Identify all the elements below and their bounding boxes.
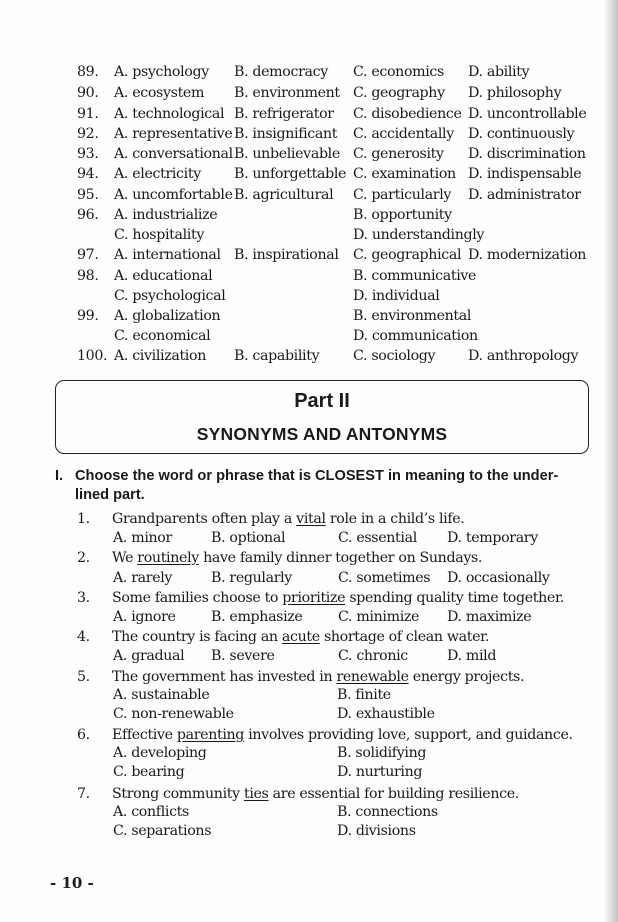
option-d: D. exhaustible xyxy=(337,706,435,722)
option-a: A. technological xyxy=(114,106,225,122)
option-a: A. international xyxy=(114,247,221,263)
option-b: B. environment xyxy=(234,85,340,101)
option-d: D. individual xyxy=(353,288,440,304)
question-number: 4. xyxy=(77,629,90,645)
option-b: B. unbelievable xyxy=(234,146,340,162)
question-5-stem xyxy=(77,667,602,687)
option-c: C. disobedience xyxy=(353,106,462,122)
option-c: C. non-renewable xyxy=(113,706,234,722)
option-d: D. divisions xyxy=(337,823,416,839)
question-text xyxy=(112,588,564,608)
option-c: C. examination xyxy=(353,166,456,182)
question-7-stem xyxy=(77,784,602,804)
option-a: A. conflicts xyxy=(113,804,189,820)
item-number: 93. xyxy=(77,146,99,162)
underlined-word: routinely xyxy=(137,550,199,566)
question-2-options xyxy=(77,568,602,588)
instruction-text: Choose the word or phrase that is CLOSEST in meaning to the under- lined part. xyxy=(75,468,559,503)
option-b: B. refrigerator xyxy=(234,106,334,122)
option-a: A. rarely xyxy=(113,570,173,586)
page-edge-shadow xyxy=(604,0,618,922)
part-title: Part II xyxy=(294,390,350,412)
vocab-item-91 xyxy=(77,104,597,124)
item-number: 99. xyxy=(77,308,99,324)
option-c: C. separations xyxy=(113,823,212,839)
option-c: C. generosity xyxy=(353,146,444,162)
underlined-word: parenting xyxy=(176,727,245,743)
option-b: B. regularly xyxy=(211,570,292,586)
option-b: B. insignificant xyxy=(234,126,338,142)
vocab-item-97 xyxy=(77,245,597,265)
option-a: A. gradual xyxy=(113,648,185,664)
option-a: A. developing xyxy=(113,745,207,761)
option-c: C. sociology xyxy=(353,348,436,364)
option-d: D. understandingly xyxy=(353,227,485,243)
option-d: D. administrator xyxy=(468,187,581,203)
vocab-item-96-line2 xyxy=(77,225,597,245)
option-c: C. geographical xyxy=(353,247,462,263)
option-d: D. occasionally xyxy=(447,570,550,586)
item-number: 89. xyxy=(77,64,99,80)
item-number: 92. xyxy=(77,126,99,142)
option-d: D. modernization xyxy=(468,247,587,263)
question-2-stem xyxy=(77,548,602,568)
question-6-stem xyxy=(77,725,602,745)
question-5-options-line2 xyxy=(77,704,602,724)
option-a: A. ignore xyxy=(113,609,176,625)
question-text xyxy=(112,548,482,568)
option-a: A. uncomfortable xyxy=(114,187,233,203)
option-a: A. conversational xyxy=(114,146,233,162)
option-a: A. industrialize xyxy=(114,207,218,223)
underlined-word: acute xyxy=(281,629,320,645)
stem-after: energy projects. xyxy=(408,669,525,685)
option-c: C. economics xyxy=(353,64,444,80)
underlined-word: prioritize xyxy=(282,590,346,606)
option-a: A. sustainable xyxy=(113,687,210,703)
question-number: 3. xyxy=(77,590,90,606)
question-number: 6. xyxy=(77,727,90,743)
option-c: C. economical xyxy=(114,328,211,344)
question-text xyxy=(112,784,519,804)
option-b: B. solidifying xyxy=(337,745,427,761)
option-b: B. agricultural xyxy=(234,187,334,203)
stem-after: involves providing love, support, and guidance. xyxy=(244,727,573,743)
option-b: B. emphasize xyxy=(211,609,303,625)
vocab-item-93 xyxy=(77,144,597,164)
stem-after: shortage of clean water. xyxy=(319,629,490,645)
stem-before: Strong community xyxy=(112,786,244,802)
section-roman-numeral: I. xyxy=(55,468,64,484)
option-d: D. indispensable xyxy=(468,166,582,182)
question-text xyxy=(112,509,464,529)
option-d: D. philosophy xyxy=(468,85,562,101)
option-a: A. minor xyxy=(113,530,172,546)
question-1-stem xyxy=(77,509,602,529)
option-b: B. optional xyxy=(211,530,286,546)
question-1-options xyxy=(77,528,602,548)
option-d: D. anthropology xyxy=(468,348,579,364)
option-b: B. finite xyxy=(337,687,391,703)
underlined-word: vital xyxy=(296,511,326,527)
option-b: B. opportunity xyxy=(353,207,452,223)
vocab-item-96 xyxy=(77,205,597,225)
stem-before: The government has invested in xyxy=(112,669,337,685)
question-4-options xyxy=(77,646,602,666)
stem-after: have family dinner together on Sundays. xyxy=(198,550,483,566)
option-d: D. communication xyxy=(353,328,478,344)
stem-before: Some families choose to xyxy=(112,590,283,606)
option-c: C. minimize xyxy=(338,609,420,625)
vocab-item-89 xyxy=(77,62,597,82)
option-a: A. educational xyxy=(114,268,213,284)
stem-before: Grandparents often play a xyxy=(112,511,297,527)
question-3-options xyxy=(77,607,602,627)
option-b: B. capability xyxy=(234,348,320,364)
question-text xyxy=(112,725,573,745)
item-number: 91. xyxy=(77,106,99,122)
vocab-item-98-line2 xyxy=(77,286,597,306)
stem-before: Effective xyxy=(112,727,177,743)
underlined-word: renewable xyxy=(336,669,409,685)
question-6-options-line2 xyxy=(77,762,602,782)
vocab-item-95 xyxy=(77,185,597,205)
vocab-item-94 xyxy=(77,164,597,184)
vocab-item-100 xyxy=(77,346,597,366)
item-number: 100. xyxy=(77,348,108,364)
question-6-options-line1 xyxy=(77,743,602,763)
stem-after: are essential for building resilience. xyxy=(268,786,519,802)
option-c: C. psychological xyxy=(114,288,226,304)
item-number: 90. xyxy=(77,85,99,101)
option-a: A. ecosystem xyxy=(114,85,205,101)
item-number: 96. xyxy=(77,207,99,223)
option-a: A. representative xyxy=(114,126,233,142)
vocab-item-99-line2 xyxy=(77,326,597,346)
option-c: C. particularly xyxy=(353,187,452,203)
stem-before: The country is facing an xyxy=(112,629,282,645)
item-number: 95. xyxy=(77,187,99,203)
question-7-options-line1 xyxy=(77,802,602,822)
item-number: 97. xyxy=(77,247,99,263)
question-3-stem xyxy=(77,588,602,608)
part-header-box xyxy=(55,380,589,454)
option-b: B. severe xyxy=(211,648,275,664)
option-c: C. chronic xyxy=(338,648,408,664)
page-number: - 10 - xyxy=(50,874,94,892)
vocab-item-98 xyxy=(77,266,597,286)
option-d: D. mild xyxy=(447,648,497,664)
part-subtitle: SYNONYMS AND ANTONYMS xyxy=(196,424,448,444)
question-5-options-line1 xyxy=(77,685,602,705)
question-number: 1. xyxy=(77,511,90,527)
option-a: A. globalization xyxy=(114,308,221,324)
underlined-word: ties xyxy=(243,786,269,802)
question-number: 5. xyxy=(77,669,90,685)
option-c: C. sometimes xyxy=(338,570,431,586)
option-d: D. uncontrollable xyxy=(468,106,587,122)
option-c: C. bearing xyxy=(113,764,185,780)
item-number: 98. xyxy=(77,268,99,284)
option-d: D. temporary xyxy=(447,530,538,546)
option-d: D. ability xyxy=(468,64,530,80)
option-b: B. connections xyxy=(337,804,438,820)
option-a: A. psychology xyxy=(114,64,209,80)
option-d: D. nurturing xyxy=(337,764,423,780)
item-number: 94. xyxy=(77,166,99,182)
option-c: C. accidentally xyxy=(353,126,454,142)
stem-after: spending quality time together. xyxy=(345,590,564,606)
option-d: D. discrimination xyxy=(468,146,586,162)
question-number: 2. xyxy=(77,550,90,566)
option-b: B. unforgettable xyxy=(234,166,347,182)
vocab-item-92 xyxy=(77,124,597,144)
question-number: 7. xyxy=(77,786,90,802)
option-b: B. communicative xyxy=(353,268,477,284)
option-c: C. hospitality xyxy=(114,227,204,243)
question-text xyxy=(112,667,524,687)
vocab-item-99 xyxy=(77,306,597,326)
option-b: B. inspirational xyxy=(234,247,339,263)
option-c: C. geography xyxy=(353,85,445,101)
option-a: A. civilization xyxy=(114,348,206,364)
vocab-item-90 xyxy=(77,83,597,103)
question-7-options-line2 xyxy=(77,821,602,841)
stem-after: role in a child’s life. xyxy=(325,511,465,527)
option-d: D. continuously xyxy=(468,126,575,142)
question-4-stem xyxy=(77,627,602,647)
option-b: B. environmental xyxy=(353,308,472,324)
question-text xyxy=(112,627,489,647)
option-b: B. democracy xyxy=(234,64,328,80)
stem-before: We xyxy=(112,550,138,566)
option-a: A. electricity xyxy=(114,166,201,182)
option-c: C. essential xyxy=(338,530,417,546)
option-d: D. maximize xyxy=(447,609,532,625)
